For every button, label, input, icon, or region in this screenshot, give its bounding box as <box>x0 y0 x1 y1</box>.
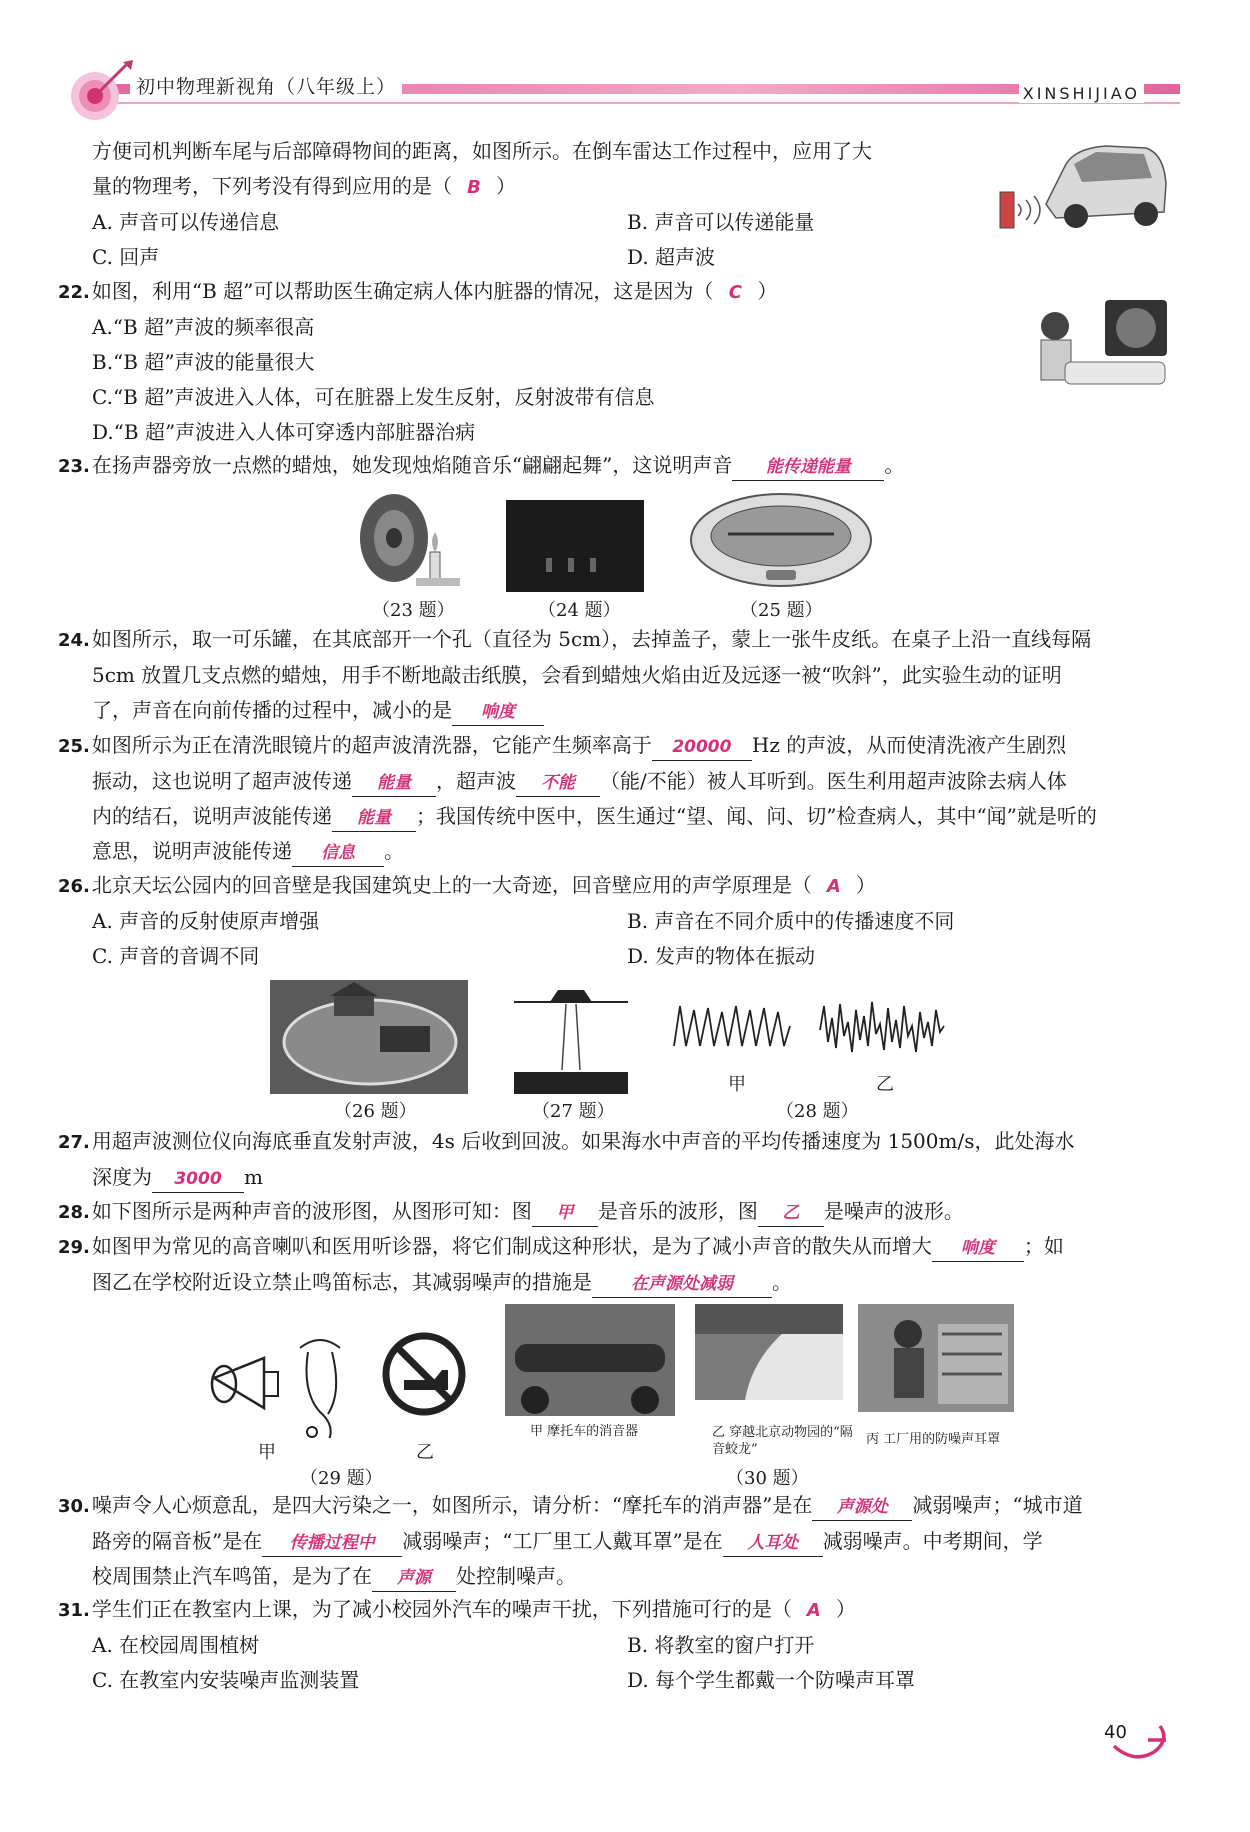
q29-line2: 图乙在学校附近设立禁止鸣笛标志，其减弱噪声的措施是 在声源处减弱 。 <box>58 1265 1168 1300</box>
caption-q23: （23 题） <box>372 600 455 621</box>
q22-option-d: D.“B 超”声波进入人体可穿透内部脏器治病 <box>92 420 476 444</box>
q22-option-b: B.“B 超”声波的能量很大 <box>92 350 315 374</box>
q26-options-row2 <box>58 939 1168 974</box>
q21-option-a: A. 声音可以传递信息 <box>92 210 280 234</box>
q22-option-a: A.“B 超”声波的频率很高 <box>92 315 315 339</box>
q26-answer: A <box>826 876 841 897</box>
q21-option-b: B. 声音可以传递能量 <box>627 210 815 234</box>
q24-answer: 响度 <box>452 699 544 726</box>
q26-option-b: B. 声音在不同介质中的传播速度不同 <box>627 909 955 933</box>
speaker-candle-image <box>354 490 464 590</box>
q25-line2: 振动，这也说明了超声波传递 能量 ，超声波 不能 （能/不能）被人耳听到。医生利用超声波除去病人体 <box>58 764 1168 799</box>
fig30-label-a: 甲 摩托车的消音器 <box>530 1424 639 1439</box>
q25-line4: 意思，说明声波能传递 信息 。 <box>58 834 1168 869</box>
q25-line3: 内的结石，说明声波能传递 能量 ；我国传统中医中，医生通过“望、闻、问、切”检查病人，其中“闻”就是听的 <box>58 799 1168 834</box>
q31-answer: A <box>806 1600 821 1621</box>
q21-answer: B <box>467 177 481 198</box>
candle-flame-dark-image <box>506 500 644 592</box>
sonar-ship-diagram <box>514 980 628 1094</box>
q21-option-c: C. 回声 <box>92 245 160 269</box>
q25-line1: 25. 如图所示为正在清洗眼镜片的超声波清洗器，它能产生频率高于 20000 Hz 的声波，从而使清洗液产生剧烈 <box>58 728 1168 764</box>
q31-options-row2 <box>58 1663 1168 1698</box>
waveform-music <box>674 1006 790 1046</box>
q24-line2: 5cm 放置几支点燃的蜡烛，用手不断地敲击纸膜，会看到蜡烛火焰由近及远逐一被“吹斜”，此实验生动的证明 <box>92 663 1062 687</box>
q22-answer: C <box>728 282 743 303</box>
q31-option-a: A. 在校园周围植树 <box>92 1633 260 1657</box>
header-rule <box>75 102 1180 104</box>
page-number: 40 <box>1104 1722 1127 1743</box>
q31-option-d: D. 每个学生都戴一个防噪声耳罩 <box>627 1668 916 1692</box>
b-ultrasound-image <box>1025 298 1170 390</box>
car-reverse-radar-image <box>996 134 1170 234</box>
q26-stem: 26. 北京天坛公园内的回音壁是我国建筑史上的一大奇迹，回音壁应用的声学原理是（ A ） <box>58 868 1168 904</box>
question-26 <box>58 868 1168 974</box>
q21-options-row2 <box>58 240 1168 275</box>
q27-line2: 深度为 3000 m <box>58 1160 1168 1195</box>
q26-option-c: C. 声音的音调不同 <box>92 944 260 968</box>
page-corner-swirl-icon <box>1110 1716 1174 1766</box>
q25-answer-information: 信息 <box>292 840 384 867</box>
question-31 <box>58 1592 1168 1698</box>
brand-label: XINSHIJIAO <box>1019 84 1144 103</box>
caption-q28: （28 题） <box>776 1101 859 1122</box>
page-header <box>60 40 1180 120</box>
fig29-label-b: 乙 <box>416 1442 434 1463</box>
q28-stem: 28. 如下图所示是两种声音的波形图，从图形可知：图 甲 是音乐的波形，图 乙 是噪声的波形。 <box>58 1194 1168 1230</box>
question-24 <box>58 622 1168 728</box>
echo-wall-aerial-image <box>270 980 468 1094</box>
fig29-label-a: 甲 <box>258 1442 276 1463</box>
megaphone-stethoscope-sign-image <box>204 1328 474 1438</box>
q26-option-a: A. 声音的反射使原声增强 <box>92 909 320 933</box>
motorcycle-muffler-image <box>505 1304 675 1416</box>
q29-answer-loudness: 响度 <box>932 1235 1024 1262</box>
question-28 <box>58 1194 1168 1230</box>
question-29 <box>58 1229 1168 1300</box>
caption-q27: （27 题） <box>532 1101 615 1122</box>
q23-answer: 能传递能量 <box>732 454 884 481</box>
fig30-label-c: 丙 工厂用的防噪声耳罩 <box>866 1432 1001 1447</box>
caption-q25: （25 题） <box>740 600 823 621</box>
caption-q24: （24 题） <box>538 600 621 621</box>
question-23 <box>58 448 1168 484</box>
q25-answer-energy: 能量 <box>352 770 436 797</box>
q29-line1: 29. 如图甲为常见的高音喇叭和医用听诊器，将它们制成这种形状，是为了减小声音的散失从而增大 响度 ；如 <box>58 1229 1168 1265</box>
q28-answer-music: 甲 <box>532 1200 598 1227</box>
q29-answer-measure: 在声源处减弱 <box>592 1271 772 1298</box>
question-25 <box>58 728 1168 869</box>
q25-answer-energy-2: 能量 <box>332 805 416 832</box>
sound-barrier-tunnel-image <box>695 1304 843 1400</box>
q26-option-d: D. 发声的物体在振动 <box>627 944 816 968</box>
q21-option-d: D. 超声波 <box>627 245 716 269</box>
question-30 <box>58 1488 1168 1594</box>
q23-stem: 23. 在扬声器旁放一点燃的蜡烛，她发现烛焰随音乐“翩翩起舞”，这说明声音 能传递能量 。 <box>58 448 1168 484</box>
q22-option-c: C.“B 超”声波进入人体，可在脏器上发生反射，反射波带有信息 <box>92 385 655 409</box>
q27-line1: 27. 用超声波测位仪向海底垂直发射声波，4s 后收到回波。如果海水中声音的平均传播速度为 1500m/s，此处海水 <box>58 1129 1075 1153</box>
q28-answer-noise: 乙 <box>758 1200 824 1227</box>
q25-answer-audible: 不能 <box>516 770 600 797</box>
q22-stem: 22. 如图，利用“B 超”可以帮助医生确定病人体内脏器的情况，这是因为（ C ） <box>58 274 1168 310</box>
q21-line2: 量的物理考，下列考没有得到应用的是（ B ） <box>58 169 1168 205</box>
q31-stem: 31. 学生们正在教室内上课，为了减小校园外汽车的噪声干扰，下列措施可行的是（ A ） <box>58 1592 1168 1628</box>
wave-label-b: 乙 <box>876 1074 894 1095</box>
q24-line3: 了，声音在向前传播的过程中，减小的是 响度 <box>58 693 1168 728</box>
q31-option-c: C. 在教室内安装噪声监测装置 <box>92 1668 360 1692</box>
q25-answer-frequency: 20000 <box>652 734 752 761</box>
q30-answer-ear: 人耳处 <box>723 1530 823 1557</box>
q30-answer-source: 声源处 <box>812 1494 912 1521</box>
wave-label-a: 甲 <box>728 1074 746 1095</box>
question-27 <box>58 1124 1168 1195</box>
caption-q30: （30 题） <box>726 1468 809 1489</box>
fig30-label-b: 乙 穿越北京动物园的“隔音蛟龙” <box>712 1425 853 1457</box>
q30-line3: 校周围禁止汽车鸣笛，是为了在 声源 处控制噪声。 <box>58 1559 1168 1594</box>
q21-line1: 方便司机判断车尾与后部障碍物间的距离，如图所示。在倒车雷达工作过程中，应用了大 <box>92 139 872 163</box>
q27-answer: 3000 <box>152 1166 244 1193</box>
q26-options-row1 <box>58 904 1168 939</box>
factory-earmuffs-image <box>858 1304 1014 1412</box>
q30-line2: 路旁的隔音板”是在 传播过程中 减弱噪声；“工厂里工人戴耳罩”是在 人耳处 减弱噪声。中考期间，学 <box>58 1524 1168 1559</box>
waveform-noise <box>820 1002 944 1052</box>
book-title: 初中物理新视角（八年级上） <box>130 72 402 99</box>
q24-line1: 24. 如图所示，取一可乐罐，在其底部开一个孔（直径为 5cm），去掉盖子，蒙上一张牛皮纸。在桌子上沿一直线每隔 <box>58 627 1092 651</box>
caption-q26: （26 题） <box>334 1101 417 1122</box>
ultrasonic-cleaner-image <box>688 490 874 590</box>
q30-answer-source-2: 声源 <box>372 1565 456 1592</box>
q30-line1: 30. 噪声令人心烦意乱，是四大污染之一，如图所示，请分析：“摩托车的消声器”是在 声源处 减弱噪声；“城市道 <box>58 1488 1168 1524</box>
caption-q29: （29 题） <box>300 1468 383 1489</box>
q31-options-row1 <box>58 1628 1168 1663</box>
question-22 <box>58 274 1168 450</box>
q31-option-b: B. 将教室的窗户打开 <box>627 1633 815 1657</box>
q30-answer-transmission: 传播过程中 <box>262 1530 402 1557</box>
waveform-graphs <box>670 996 960 1060</box>
target-logo-icon <box>65 58 135 128</box>
